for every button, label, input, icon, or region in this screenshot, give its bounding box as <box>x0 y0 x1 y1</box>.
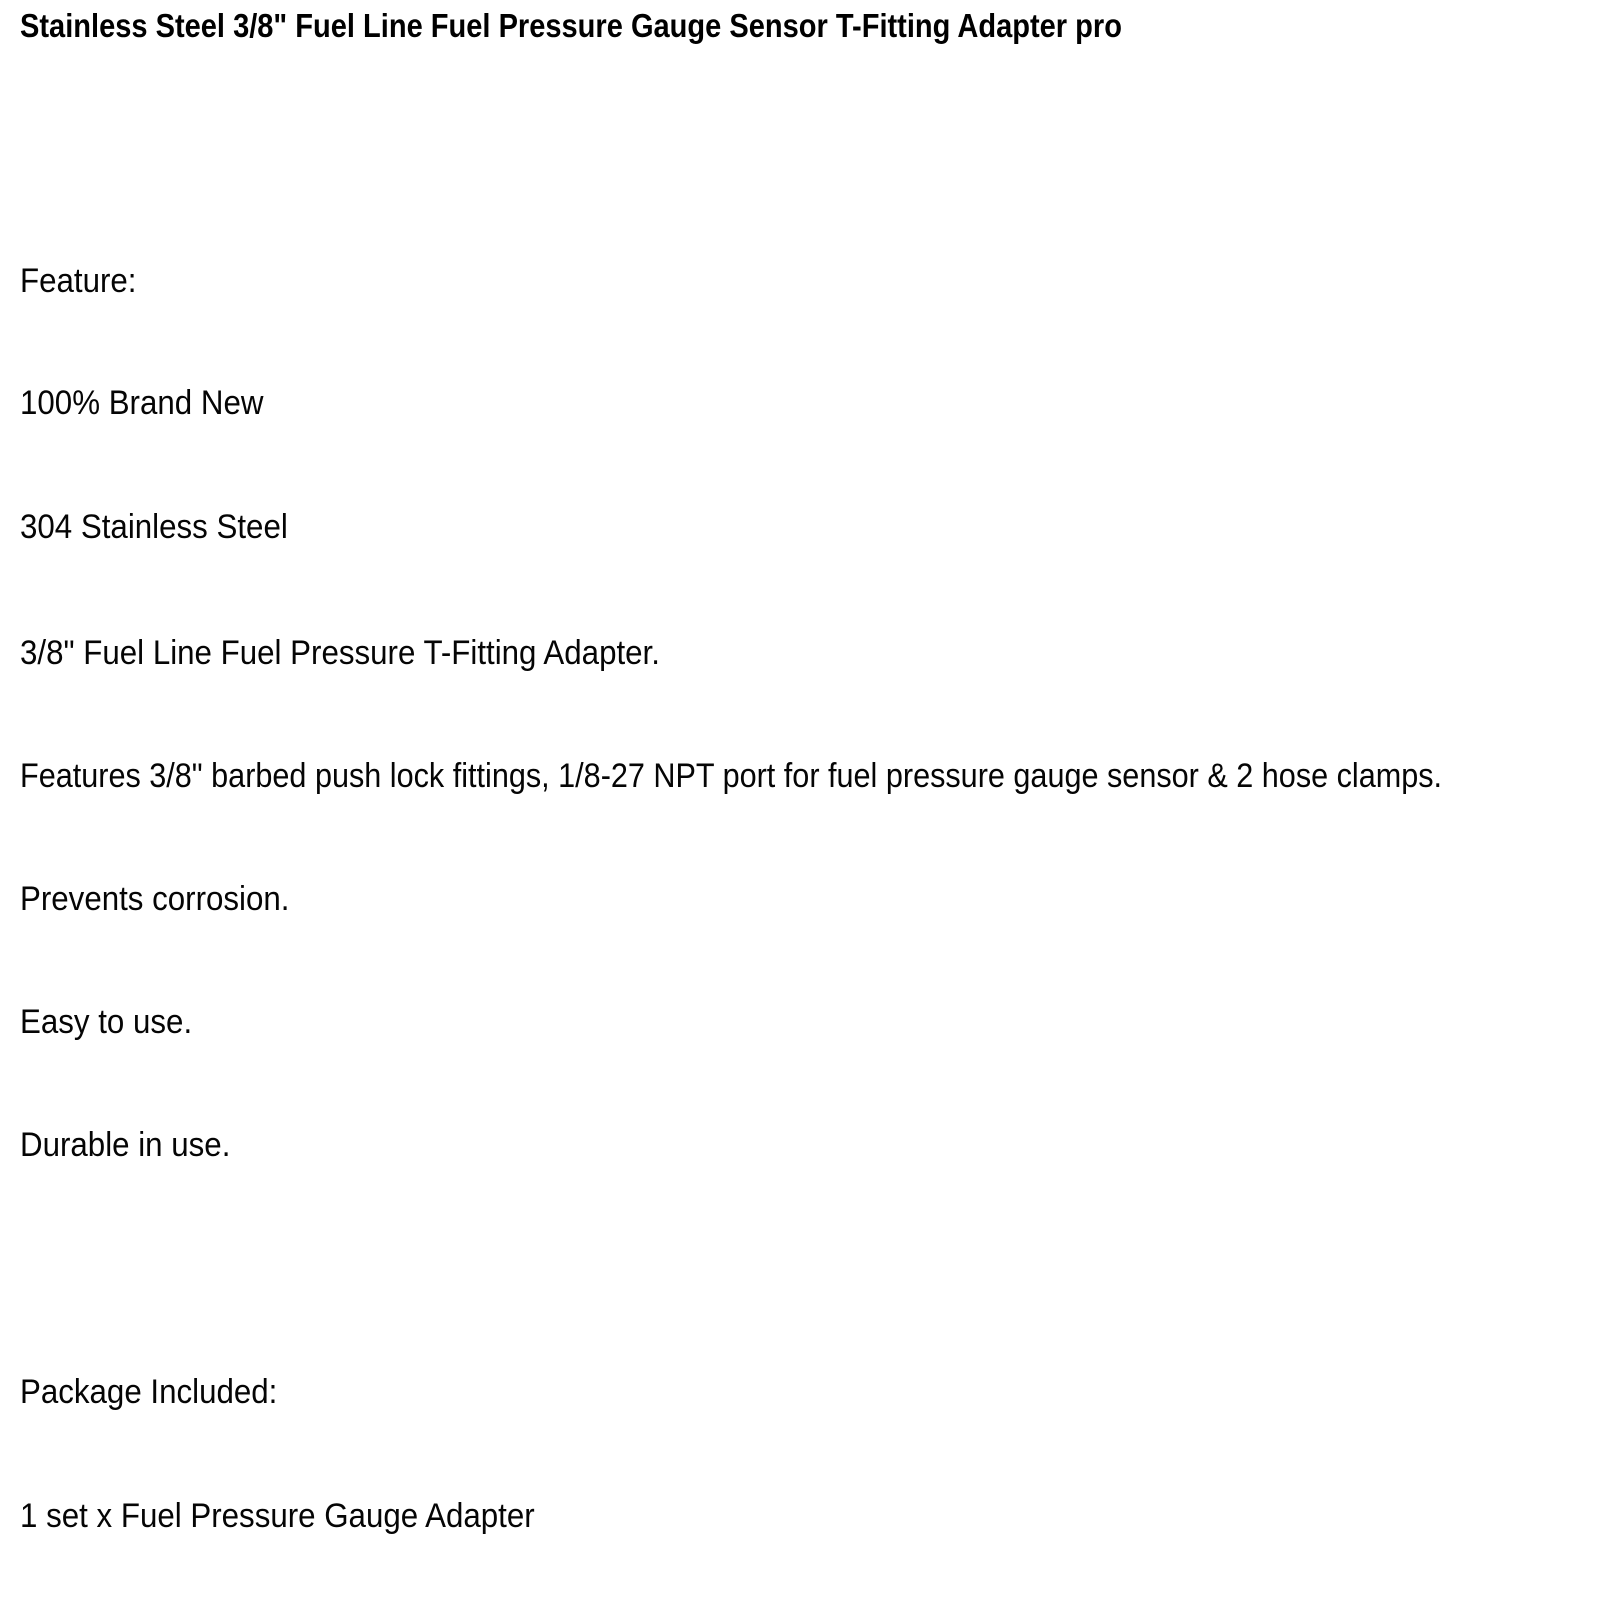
feature-item-stainless-steel: 304 Stainless Steel <box>20 508 288 546</box>
feature-item-fittings-detail: Features 3/8" barbed push lock fittings, 1/8-27 NPT port for fuel pressure gauge sensor & 2 hose clamps. <box>20 757 1443 795</box>
feature-item-durable: Durable in use. <box>20 1126 231 1164</box>
feature-heading: Feature: <box>20 262 137 300</box>
feature-item-easy-to-use: Easy to use. <box>20 1003 193 1041</box>
package-item-gauge-adapter: 1 set x Fuel Pressure Gauge Adapter <box>20 1497 535 1535</box>
feature-item-fitting-adapter: 3/8" Fuel Line Fuel Pressure T-Fitting Adapter. <box>20 634 660 672</box>
feature-item-prevents-corrosion: Prevents corrosion. <box>20 880 290 918</box>
product-title: Stainless Steel 3/8" Fuel Line Fuel Pressure Gauge Sensor T-Fitting Adapter pro <box>20 7 1122 44</box>
feature-item-brand-new: 100% Brand New <box>20 384 264 422</box>
package-heading: Package Included: <box>20 1373 278 1411</box>
